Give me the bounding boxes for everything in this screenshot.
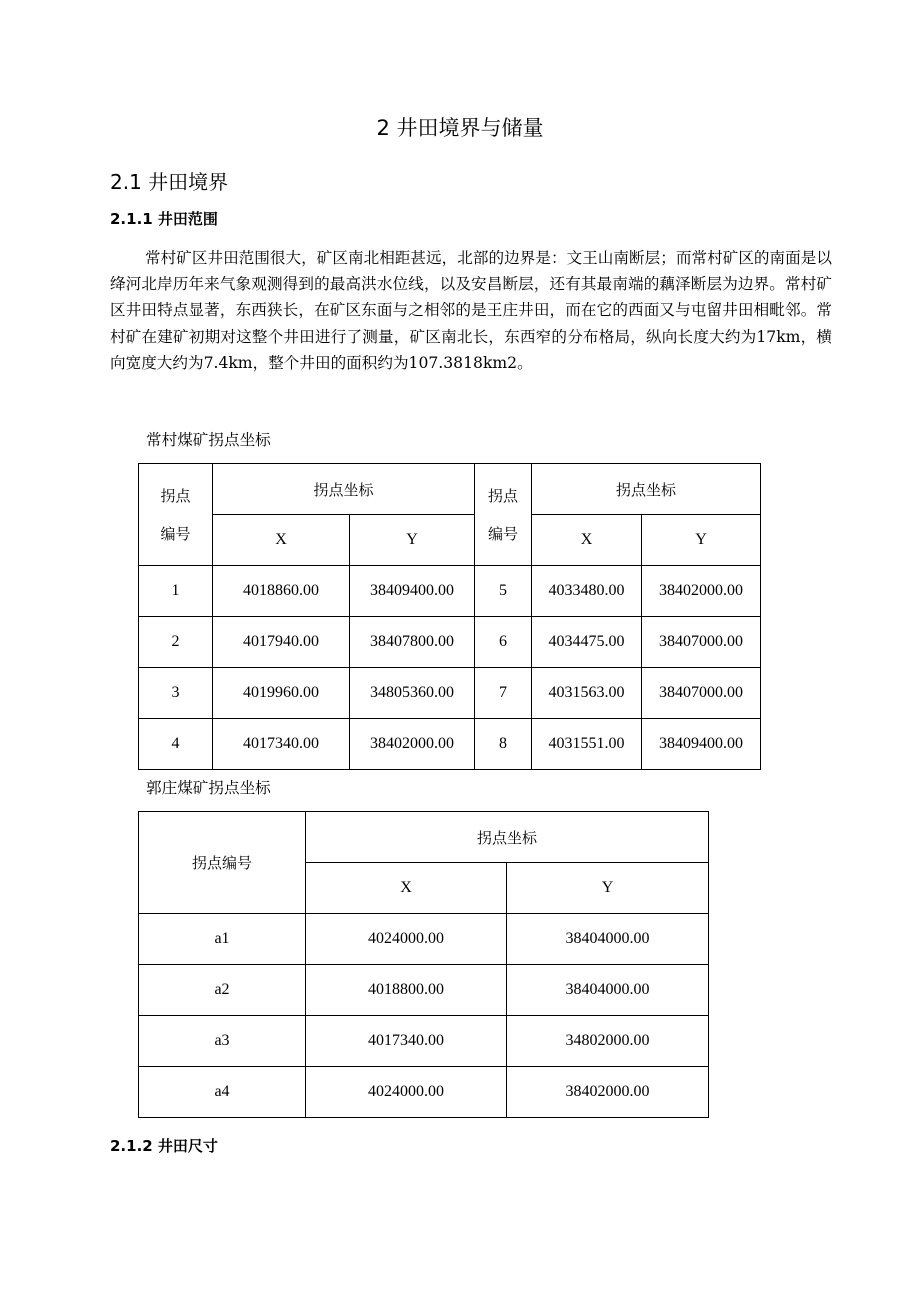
table-cell: a2: [139, 965, 306, 1016]
table-cell: 4: [139, 719, 213, 770]
table-cell: 38404000.00: [507, 914, 709, 965]
table-header-row: [139, 812, 709, 863]
table-row: [139, 914, 709, 965]
guozhuang-coordinates-table: [138, 811, 709, 1118]
table-cell: 4031551.00: [532, 719, 642, 770]
table-cell: 4019960.00: [213, 668, 350, 719]
table-cell: 8: [475, 719, 532, 770]
table-row: [139, 965, 709, 1016]
table-cell: 38402000.00: [642, 566, 761, 617]
table-cell: 38404000.00: [507, 965, 709, 1016]
table-cell: 34802000.00: [507, 1016, 709, 1067]
table-header-row: [139, 464, 761, 515]
table2-caption: 郭庄煤矿拐点坐标: [146, 779, 271, 797]
table-cell: 1: [139, 566, 213, 617]
subsection-title-range: 2.1.1 井田范围: [110, 210, 218, 228]
table-cell: 38402000.00: [507, 1067, 709, 1118]
table-cell: 6: [475, 617, 532, 668]
table-cell: 4017940.00: [213, 617, 350, 668]
table-row: [139, 566, 761, 617]
table-cell: a1: [139, 914, 306, 965]
header-point-id: 拐点 编号: [139, 464, 213, 566]
table-cell: a3: [139, 1016, 306, 1067]
table-cell: 4017340.00: [306, 1016, 507, 1067]
table-cell: 38409400.00: [350, 566, 475, 617]
header-coordinates: 拐点坐标: [213, 464, 475, 515]
table-cell: 2: [139, 617, 213, 668]
table-cell: 38409400.00: [642, 719, 761, 770]
table-header-row: [139, 515, 761, 566]
header-point-id: 拐点编号: [139, 812, 306, 914]
section-title: 2.1 井田境界: [110, 170, 229, 194]
table-cell: 38407800.00: [350, 617, 475, 668]
header-x: X: [532, 515, 642, 566]
header-x: X: [213, 515, 350, 566]
table1-caption: 常村煤矿拐点坐标: [146, 431, 271, 449]
header-coordinates: 拐点坐标: [306, 812, 709, 863]
table-row: [139, 719, 761, 770]
table-cell: 4017340.00: [213, 719, 350, 770]
table-cell: 38407000.00: [642, 668, 761, 719]
table-cell: 38402000.00: [350, 719, 475, 770]
header-y: Y: [350, 515, 475, 566]
table-cell: 34805360.00: [350, 668, 475, 719]
subsection-title-size: 2.1.2 井田尺寸: [110, 1137, 218, 1155]
chapter-title: 2 井田境界与储量: [376, 116, 544, 140]
table-cell: a4: [139, 1067, 306, 1118]
table-cell: 3: [139, 668, 213, 719]
table-cell: 4018860.00: [213, 566, 350, 617]
table-cell: 4024000.00: [306, 914, 507, 965]
table-cell: 38407000.00: [642, 617, 761, 668]
table-row: [139, 617, 761, 668]
header-point-id: 拐点 编号: [475, 464, 532, 566]
table-row: [139, 1016, 709, 1067]
header-y: Y: [507, 863, 709, 914]
table-cell: 4018800.00: [306, 965, 507, 1016]
body-paragraph: 常村矿区井田范围很大，矿区南北相距甚远，北部的边界是：文王山南断层；而常村矿区的南面是以绛河北岸历年来气象观测得到的最高洪水位线，以及安昌断层，还有其最南端的藕泽断层为边界。常村矿区井田特点显著，东西狭长，在矿区东面与之相邻的是王庄井田，而在它的西面又与屯留井田相毗邻。常村矿在建矿初期对这整个井田进行了测量，矿区南北长，东西窄的分布格局，纵向长度大约为17km，横向宽度大约为7.4km，整个井田的面积约为107.3818km2。: [110, 249, 832, 372]
table-row: [139, 1067, 709, 1118]
table-cell: 4031563.00: [532, 668, 642, 719]
table-cell: 4033480.00: [532, 566, 642, 617]
table-cell: 5: [475, 566, 532, 617]
table-cell: 4034475.00: [532, 617, 642, 668]
table-cell: 4024000.00: [306, 1067, 507, 1118]
header-x: X: [306, 863, 507, 914]
header-coordinates: 拐点坐标: [532, 464, 761, 515]
table-row: [139, 668, 761, 719]
header-y: Y: [642, 515, 761, 566]
table-cell: 7: [475, 668, 532, 719]
changcun-coordinates-table: [138, 463, 761, 770]
